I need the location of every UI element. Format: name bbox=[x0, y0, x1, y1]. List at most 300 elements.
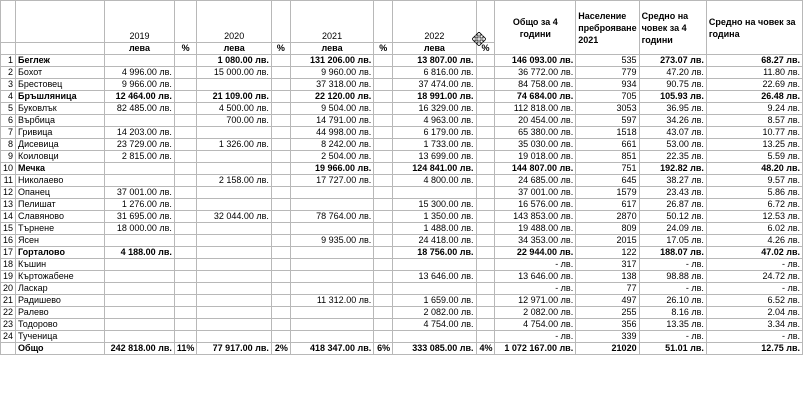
avg-per-year[interactable]: 4.26 лв. bbox=[706, 235, 802, 247]
value-2020[interactable] bbox=[197, 331, 272, 343]
avg-per-year[interactable]: 12.53 лв. bbox=[706, 211, 802, 223]
population[interactable]: 934 bbox=[576, 79, 639, 91]
value-2019[interactable] bbox=[105, 331, 175, 343]
value-2019[interactable]: 4 996.00 лв. bbox=[105, 67, 175, 79]
pct-2021[interactable] bbox=[374, 139, 393, 151]
value-2021[interactable] bbox=[290, 259, 373, 271]
total-4-years[interactable]: 2 082.00 лв. bbox=[495, 307, 576, 319]
village-name[interactable]: Ласкар bbox=[16, 283, 105, 295]
avg-per-year[interactable]: - лв. bbox=[706, 259, 802, 271]
value-2020[interactable] bbox=[197, 151, 272, 163]
pct-2019[interactable] bbox=[174, 247, 197, 259]
pct-2021[interactable] bbox=[374, 331, 393, 343]
pct-2019[interactable] bbox=[174, 103, 197, 115]
pct-2019[interactable] bbox=[174, 151, 197, 163]
value-2022[interactable] bbox=[393, 187, 476, 199]
pct-2020[interactable] bbox=[271, 295, 290, 307]
pct-header-2020[interactable]: % bbox=[271, 43, 290, 55]
village-name[interactable]: Търнене bbox=[16, 223, 105, 235]
avg-per-year[interactable]: 3.34 лв. bbox=[706, 319, 802, 331]
pct-2022[interactable] bbox=[476, 187, 495, 199]
village-name[interactable]: Дисевица bbox=[16, 139, 105, 151]
avg-4-years[interactable]: 188.07 лв. bbox=[639, 247, 706, 259]
pct-2020[interactable] bbox=[271, 139, 290, 151]
value-2019[interactable]: 9 966.00 лв. bbox=[105, 79, 175, 91]
value-2020[interactable]: 4 500.00 лв. bbox=[197, 103, 272, 115]
value-2020[interactable]: 15 000.00 лв. bbox=[197, 67, 272, 79]
total-4-years[interactable]: 84 758.00 лв. bbox=[495, 79, 576, 91]
population[interactable]: 497 bbox=[576, 295, 639, 307]
value-2022[interactable]: 1 350.00 лв. bbox=[393, 211, 476, 223]
avg-4-years[interactable]: 90.75 лв. bbox=[639, 79, 706, 91]
cell[interactable] bbox=[271, 1, 290, 43]
avg-4-years[interactable]: 24.09 лв. bbox=[639, 223, 706, 235]
value-2022[interactable]: 2 082.00 лв. bbox=[393, 307, 476, 319]
value-2020[interactable] bbox=[197, 235, 272, 247]
value-2020[interactable] bbox=[197, 187, 272, 199]
value-2021[interactable] bbox=[290, 199, 373, 211]
avg-per-year[interactable]: 24.72 лв. bbox=[706, 271, 802, 283]
value-2022[interactable]: 13 646.00 лв. bbox=[393, 271, 476, 283]
pct-2020[interactable] bbox=[271, 319, 290, 331]
pct-2022[interactable] bbox=[476, 247, 495, 259]
total-2021[interactable]: 418 347.00 лв. bbox=[290, 343, 373, 355]
value-2019[interactable]: 18 000.00 лв. bbox=[105, 223, 175, 235]
currency-header-2020[interactable]: лева bbox=[197, 43, 272, 55]
value-2021[interactable]: 8 242.00 лв. bbox=[290, 139, 373, 151]
total-pct-2020[interactable]: 2% bbox=[271, 343, 290, 355]
pct-2021[interactable] bbox=[374, 91, 393, 103]
row-number[interactable]: 1 bbox=[1, 55, 16, 67]
pct-2022[interactable] bbox=[476, 295, 495, 307]
total-4-years[interactable]: 4 754.00 лв. bbox=[495, 319, 576, 331]
pct-2019[interactable] bbox=[174, 67, 197, 79]
pct-2022[interactable] bbox=[476, 175, 495, 187]
avg-4-years[interactable]: 98.88 лв. bbox=[639, 271, 706, 283]
value-2021[interactable] bbox=[290, 247, 373, 259]
pct-2022[interactable] bbox=[476, 55, 495, 67]
value-2019[interactable]: 1 276.00 лв. bbox=[105, 199, 175, 211]
value-2022[interactable] bbox=[393, 331, 476, 343]
pct-2022[interactable] bbox=[476, 199, 495, 211]
village-name[interactable]: Бръшляница bbox=[16, 91, 105, 103]
avg-per-year[interactable]: 68.27 лв. bbox=[706, 55, 802, 67]
village-name[interactable]: Николаево bbox=[16, 175, 105, 187]
total-4-years[interactable]: 35 030.00 лв. bbox=[495, 139, 576, 151]
value-2020[interactable] bbox=[197, 127, 272, 139]
row-number[interactable]: 6 bbox=[1, 115, 16, 127]
cell[interactable] bbox=[16, 43, 105, 55]
value-2022[interactable]: 13 699.00 лв. bbox=[393, 151, 476, 163]
value-2020[interactable] bbox=[197, 199, 272, 211]
pct-2019[interactable] bbox=[174, 91, 197, 103]
pct-2020[interactable] bbox=[271, 223, 290, 235]
pct-2022[interactable] bbox=[476, 163, 495, 175]
village-name[interactable]: Къшин bbox=[16, 259, 105, 271]
avg-4-years[interactable]: 53.00 лв. bbox=[639, 139, 706, 151]
row-number[interactable]: 14 bbox=[1, 211, 16, 223]
pct-2020[interactable] bbox=[271, 271, 290, 283]
row-number[interactable]: 8 bbox=[1, 139, 16, 151]
value-2021[interactable] bbox=[290, 331, 373, 343]
pct-2022[interactable] bbox=[476, 115, 495, 127]
pct-2019[interactable] bbox=[174, 187, 197, 199]
row-number[interactable]: 17 bbox=[1, 247, 16, 259]
total-4-years[interactable]: 16 576.00 лв. bbox=[495, 199, 576, 211]
value-2021[interactable]: 11 312.00 лв. bbox=[290, 295, 373, 307]
avg-per-year[interactable]: 11.80 лв. bbox=[706, 67, 802, 79]
avg-4-years[interactable]: 43.07 лв. bbox=[639, 127, 706, 139]
pct-2019[interactable] bbox=[174, 271, 197, 283]
value-2020[interactable] bbox=[197, 271, 272, 283]
population[interactable]: 705 bbox=[576, 91, 639, 103]
avg-per-year[interactable]: - лв. bbox=[706, 331, 802, 343]
value-2019[interactable] bbox=[105, 235, 175, 247]
total-4-years[interactable]: 143 853.00 лв. bbox=[495, 211, 576, 223]
avg-4-years[interactable]: 26.87 лв. bbox=[639, 199, 706, 211]
value-2022[interactable]: 4 963.00 лв. bbox=[393, 115, 476, 127]
row-number[interactable]: 9 bbox=[1, 151, 16, 163]
total-4-years[interactable]: 20 454.00 лв. bbox=[495, 115, 576, 127]
pct-2022[interactable] bbox=[476, 211, 495, 223]
row-number[interactable]: 2 bbox=[1, 67, 16, 79]
pct-2020[interactable] bbox=[271, 283, 290, 295]
population[interactable]: 77 bbox=[576, 283, 639, 295]
avg-per-year[interactable]: 26.48 лв. bbox=[706, 91, 802, 103]
population[interactable]: 851 bbox=[576, 151, 639, 163]
village-name[interactable]: Върбица bbox=[16, 115, 105, 127]
value-2020[interactable]: 1 326.00 лв. bbox=[197, 139, 272, 151]
pct-2021[interactable] bbox=[374, 67, 393, 79]
pct-2021[interactable] bbox=[374, 79, 393, 91]
village-name[interactable]: Тученица bbox=[16, 331, 105, 343]
row-number[interactable]: 21 bbox=[1, 295, 16, 307]
currency-header-2019[interactable]: лева bbox=[105, 43, 175, 55]
population[interactable]: 1579 bbox=[576, 187, 639, 199]
population[interactable]: 138 bbox=[576, 271, 639, 283]
value-2019[interactable]: 4 188.00 лв. bbox=[105, 247, 175, 259]
pct-2019[interactable] bbox=[174, 319, 197, 331]
pct-2022[interactable] bbox=[476, 331, 495, 343]
value-2019[interactable] bbox=[105, 319, 175, 331]
pct-2019[interactable] bbox=[174, 127, 197, 139]
village-name[interactable]: Гривица bbox=[16, 127, 105, 139]
value-2020[interactable]: 1 080.00 лв. bbox=[197, 55, 272, 67]
pct-2021[interactable] bbox=[374, 115, 393, 127]
value-2021[interactable]: 131 206.00 лв. bbox=[290, 55, 373, 67]
row-number[interactable]: 10 bbox=[1, 163, 16, 175]
total-pct-2021[interactable]: 6% bbox=[374, 343, 393, 355]
value-2019[interactable] bbox=[105, 55, 175, 67]
pct-2021[interactable] bbox=[374, 175, 393, 187]
pct-2019[interactable] bbox=[174, 199, 197, 211]
avg-4-years[interactable]: 34.26 лв. bbox=[639, 115, 706, 127]
total-4-years[interactable]: 34 353.00 лв. bbox=[495, 235, 576, 247]
row-number[interactable]: 22 bbox=[1, 307, 16, 319]
value-2022[interactable]: 124 841.00 лв. bbox=[393, 163, 476, 175]
pct-2020[interactable] bbox=[271, 79, 290, 91]
value-2021[interactable]: 19 966.00 лв. bbox=[290, 163, 373, 175]
value-2020[interactable]: 21 109.00 лв. bbox=[197, 91, 272, 103]
value-2022[interactable]: 16 329.00 лв. bbox=[393, 103, 476, 115]
row-number[interactable]: 16 bbox=[1, 235, 16, 247]
avg-4-years[interactable]: 38.27 лв. bbox=[639, 175, 706, 187]
pct-2019[interactable] bbox=[174, 79, 197, 91]
avg-per-year[interactable]: 2.04 лв. bbox=[706, 307, 802, 319]
value-2021[interactable] bbox=[290, 187, 373, 199]
total-population[interactable]: 21020 bbox=[576, 343, 639, 355]
value-2019[interactable]: 23 729.00 лв. bbox=[105, 139, 175, 151]
population[interactable]: 3053 bbox=[576, 103, 639, 115]
avg-4-years[interactable]: 36.95 лв. bbox=[639, 103, 706, 115]
population[interactable]: 645 bbox=[576, 175, 639, 187]
population[interactable]: 661 bbox=[576, 139, 639, 151]
value-2021[interactable]: 22 120.00 лв. bbox=[290, 91, 373, 103]
total-4-years[interactable]: 74 684.00 лв. bbox=[495, 91, 576, 103]
total-4-years[interactable]: - лв. bbox=[495, 259, 576, 271]
total-4-years[interactable]: 65 380.00 лв. bbox=[495, 127, 576, 139]
value-2022[interactable]: 4 754.00 лв. bbox=[393, 319, 476, 331]
village-name[interactable]: Мечка bbox=[16, 163, 105, 175]
pct-2020[interactable] bbox=[271, 247, 290, 259]
pct-2021[interactable] bbox=[374, 283, 393, 295]
population-header[interactable]: Население преброяване 2021 bbox=[576, 1, 639, 55]
total-2019[interactable]: 242 818.00 лв. bbox=[105, 343, 175, 355]
cell[interactable] bbox=[16, 1, 105, 43]
pct-header-2021[interactable]: % bbox=[374, 43, 393, 55]
row-number[interactable]: 4 bbox=[1, 91, 16, 103]
value-2019[interactable] bbox=[105, 175, 175, 187]
pct-2019[interactable] bbox=[174, 283, 197, 295]
value-2020[interactable] bbox=[197, 247, 272, 259]
pct-2021[interactable] bbox=[374, 199, 393, 211]
pct-2021[interactable] bbox=[374, 211, 393, 223]
pct-2022[interactable] bbox=[476, 139, 495, 151]
row-number[interactable]: 24 bbox=[1, 331, 16, 343]
avg-4-years[interactable]: 47.20 лв. bbox=[639, 67, 706, 79]
population[interactable]: 535 bbox=[576, 55, 639, 67]
avg-per-year[interactable]: 6.02 лв. bbox=[706, 223, 802, 235]
row-number[interactable]: 20 bbox=[1, 283, 16, 295]
value-2019[interactable] bbox=[105, 163, 175, 175]
total-avg-per-year[interactable]: 12.75 лв. bbox=[706, 343, 802, 355]
avg-per-year[interactable]: 5.86 лв. bbox=[706, 187, 802, 199]
value-2021[interactable]: 9 504.00 лв. bbox=[290, 103, 373, 115]
value-2019[interactable] bbox=[105, 295, 175, 307]
pct-2022[interactable] bbox=[476, 151, 495, 163]
value-2019[interactable]: 2 815.00 лв. bbox=[105, 151, 175, 163]
value-2020[interactable]: 2 158.00 лв. bbox=[197, 175, 272, 187]
pct-2019[interactable] bbox=[174, 307, 197, 319]
total-4-years[interactable]: 146 093.00 лв. bbox=[495, 55, 576, 67]
avg-per-year[interactable]: 8.57 лв. bbox=[706, 115, 802, 127]
value-2019[interactable] bbox=[105, 259, 175, 271]
value-2021[interactable]: 14 791.00 лв. bbox=[290, 115, 373, 127]
value-2020[interactable]: 32 044.00 лв. bbox=[197, 211, 272, 223]
value-2019[interactable]: 82 485.00 лв. bbox=[105, 103, 175, 115]
pct-2019[interactable] bbox=[174, 223, 197, 235]
pct-2019[interactable] bbox=[174, 235, 197, 247]
pct-2020[interactable] bbox=[271, 211, 290, 223]
pct-2022[interactable] bbox=[476, 259, 495, 271]
row-number[interactable]: 5 bbox=[1, 103, 16, 115]
pct-2021[interactable] bbox=[374, 319, 393, 331]
total-pct-2022[interactable]: 4% bbox=[476, 343, 495, 355]
village-name[interactable]: Брестовец bbox=[16, 79, 105, 91]
totals-label[interactable]: Общо bbox=[16, 343, 105, 355]
pct-2022[interactable] bbox=[476, 91, 495, 103]
row-number[interactable]: 19 bbox=[1, 271, 16, 283]
avg-4-years[interactable]: 273.07 лв. bbox=[639, 55, 706, 67]
population[interactable]: 597 bbox=[576, 115, 639, 127]
village-name[interactable]: Горталово bbox=[16, 247, 105, 259]
village-name[interactable]: Опанец bbox=[16, 187, 105, 199]
total-4-years[interactable]: 22 944.00 лв. bbox=[495, 247, 576, 259]
population[interactable]: 2015 bbox=[576, 235, 639, 247]
total-4-years[interactable]: 13 646.00 лв. bbox=[495, 271, 576, 283]
avg-per-year[interactable]: 48.20 лв. bbox=[706, 163, 802, 175]
value-2022[interactable]: 1 488.00 лв. bbox=[393, 223, 476, 235]
pct-2020[interactable] bbox=[271, 151, 290, 163]
value-2019[interactable]: 12 464.00 лв. bbox=[105, 91, 175, 103]
pct-header-2019[interactable]: % bbox=[174, 43, 197, 55]
village-name[interactable]: Беглеж bbox=[16, 55, 105, 67]
pct-2019[interactable] bbox=[174, 55, 197, 67]
village-name[interactable]: Къртожабене bbox=[16, 271, 105, 283]
value-2022[interactable]: 1 659.00 лв. bbox=[393, 295, 476, 307]
value-2021[interactable]: 9 935.00 лв. bbox=[290, 235, 373, 247]
avg-per-year[interactable]: 47.02 лв. bbox=[706, 247, 802, 259]
row-number[interactable]: 11 bbox=[1, 175, 16, 187]
population[interactable]: 317 bbox=[576, 259, 639, 271]
total-4-years[interactable]: - лв. bbox=[495, 331, 576, 343]
avg-4-years[interactable]: 192.82 лв. bbox=[639, 163, 706, 175]
total-avg-4-years[interactable]: 51.01 лв. bbox=[639, 343, 706, 355]
pct-2022[interactable] bbox=[476, 319, 495, 331]
total-4-years[interactable]: 144 807.00 лв. bbox=[495, 163, 576, 175]
value-2020[interactable] bbox=[197, 259, 272, 271]
value-2019[interactable] bbox=[105, 115, 175, 127]
pct-2022[interactable] bbox=[476, 103, 495, 115]
avg-4-years[interactable]: - лв. bbox=[639, 331, 706, 343]
value-2019[interactable] bbox=[105, 271, 175, 283]
pct-2020[interactable] bbox=[271, 91, 290, 103]
year-2022-header[interactable]: 2022 bbox=[393, 1, 476, 43]
total-2020[interactable]: 77 917.00 лв. bbox=[197, 343, 272, 355]
currency-header-2021[interactable]: лева bbox=[290, 43, 373, 55]
avg-4-years[interactable]: - лв. bbox=[639, 283, 706, 295]
value-2020[interactable] bbox=[197, 163, 272, 175]
value-2021[interactable]: 37 318.00 лв. bbox=[290, 79, 373, 91]
pct-2019[interactable] bbox=[174, 115, 197, 127]
avg-per-year[interactable]: 9.24 лв. bbox=[706, 103, 802, 115]
avg-per-year[interactable]: 13.25 лв. bbox=[706, 139, 802, 151]
population[interactable]: 1518 bbox=[576, 127, 639, 139]
pct-2020[interactable] bbox=[271, 127, 290, 139]
total-2022[interactable]: 333 085.00 лв. bbox=[393, 343, 476, 355]
avg-4-years[interactable]: 50.12 лв. bbox=[639, 211, 706, 223]
row-number[interactable]: 12 bbox=[1, 187, 16, 199]
pct-2021[interactable] bbox=[374, 103, 393, 115]
value-2021[interactable] bbox=[290, 307, 373, 319]
pct-2019[interactable] bbox=[174, 331, 197, 343]
value-2020[interactable] bbox=[197, 79, 272, 91]
value-2022[interactable]: 13 807.00 лв. bbox=[393, 55, 476, 67]
value-2020[interactable] bbox=[197, 295, 272, 307]
pct-2019[interactable] bbox=[174, 295, 197, 307]
value-2020[interactable] bbox=[197, 307, 272, 319]
pct-2022[interactable] bbox=[476, 79, 495, 91]
village-name[interactable]: Пелишат bbox=[16, 199, 105, 211]
cell[interactable] bbox=[374, 1, 393, 43]
village-name[interactable]: Буковлък bbox=[16, 103, 105, 115]
avg-4-years[interactable]: 26.10 лв. bbox=[639, 295, 706, 307]
value-2021[interactable]: 17 727.00 лв. bbox=[290, 175, 373, 187]
pct-2019[interactable] bbox=[174, 175, 197, 187]
total-4-years[interactable]: 19 488.00 лв. bbox=[495, 223, 576, 235]
pct-2020[interactable] bbox=[271, 103, 290, 115]
pct-2020[interactable] bbox=[271, 163, 290, 175]
avg-4-years[interactable]: 17.05 лв. bbox=[639, 235, 706, 247]
year-2020-header[interactable]: 2020 bbox=[197, 1, 272, 43]
population[interactable]: 751 bbox=[576, 163, 639, 175]
pct-2020[interactable] bbox=[271, 259, 290, 271]
pct-2021[interactable] bbox=[374, 127, 393, 139]
pct-2020[interactable] bbox=[271, 67, 290, 79]
value-2020[interactable] bbox=[197, 283, 272, 295]
value-2020[interactable] bbox=[197, 223, 272, 235]
pct-2022[interactable] bbox=[476, 283, 495, 295]
cell[interactable] bbox=[1, 1, 16, 43]
pct-2019[interactable] bbox=[174, 211, 197, 223]
population[interactable]: 356 bbox=[576, 319, 639, 331]
avg-4-years[interactable]: 105.93 лв. bbox=[639, 91, 706, 103]
village-name[interactable]: Славяново bbox=[16, 211, 105, 223]
total-4-years[interactable]: 12 971.00 лв. bbox=[495, 295, 576, 307]
population[interactable]: 809 bbox=[576, 223, 639, 235]
row-number[interactable]: 15 bbox=[1, 223, 16, 235]
pct-2021[interactable] bbox=[374, 223, 393, 235]
pct-2021[interactable] bbox=[374, 247, 393, 259]
value-2022[interactable]: 37 474.00 лв. bbox=[393, 79, 476, 91]
pct-2022[interactable] bbox=[476, 67, 495, 79]
avg-4-years[interactable]: 13.35 лв. bbox=[639, 319, 706, 331]
village-name[interactable]: Коиловци bbox=[16, 151, 105, 163]
pct-2020[interactable] bbox=[271, 187, 290, 199]
avg-per-year-header[interactable]: Средно на човек за година bbox=[706, 1, 802, 55]
row-number[interactable]: 13 bbox=[1, 199, 16, 211]
grand-total[interactable]: 1 072 167.00 лв. bbox=[495, 343, 576, 355]
village-name[interactable]: Тодорово bbox=[16, 319, 105, 331]
value-2021[interactable] bbox=[290, 283, 373, 295]
total-4-years[interactable]: 36 772.00 лв. bbox=[495, 67, 576, 79]
pct-2021[interactable] bbox=[374, 187, 393, 199]
pct-2021[interactable] bbox=[374, 295, 393, 307]
pct-2019[interactable] bbox=[174, 139, 197, 151]
pct-2022[interactable] bbox=[476, 271, 495, 283]
pct-2021[interactable] bbox=[374, 55, 393, 67]
population[interactable]: 779 bbox=[576, 67, 639, 79]
pct-2020[interactable] bbox=[271, 115, 290, 127]
value-2019[interactable] bbox=[105, 283, 175, 295]
population[interactable]: 339 bbox=[576, 331, 639, 343]
pct-2020[interactable] bbox=[271, 199, 290, 211]
value-2021[interactable] bbox=[290, 223, 373, 235]
value-2020[interactable] bbox=[197, 319, 272, 331]
year-2021-header[interactable]: 2021 bbox=[290, 1, 373, 43]
value-2022[interactable]: 6 179.00 лв. bbox=[393, 127, 476, 139]
pct-2019[interactable] bbox=[174, 163, 197, 175]
